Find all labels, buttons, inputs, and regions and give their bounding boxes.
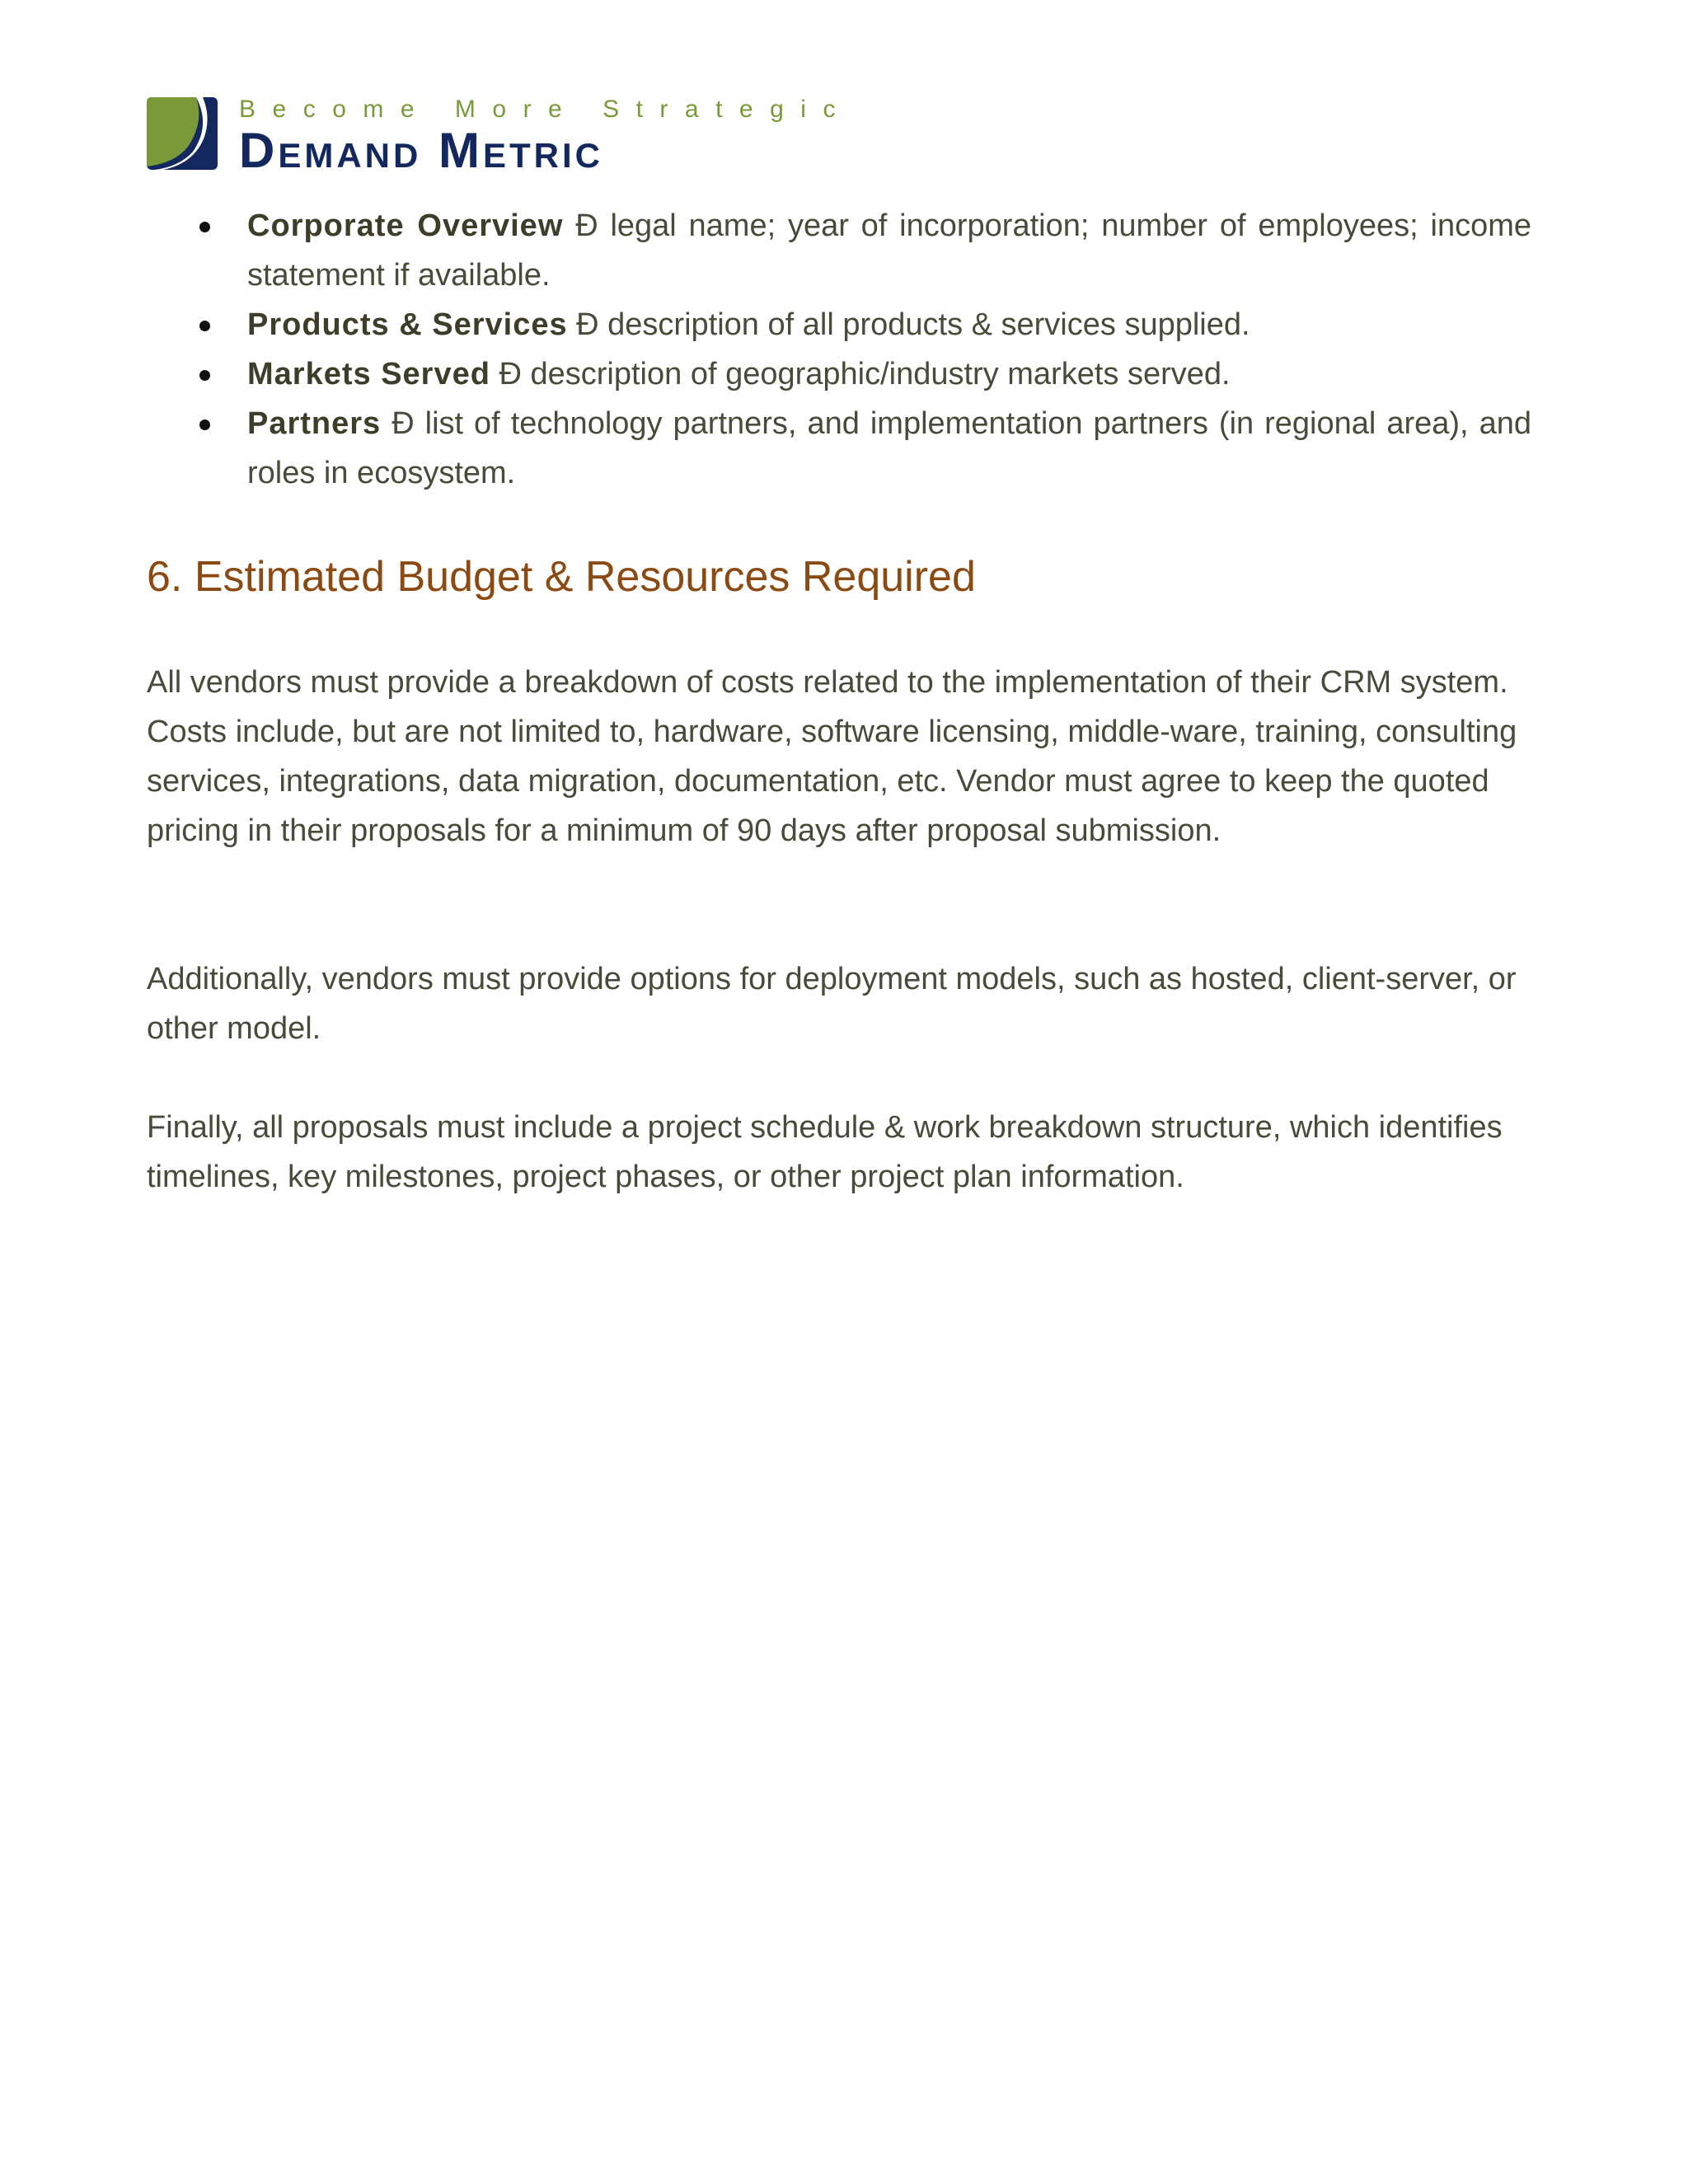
bullet-icon	[199, 419, 210, 430]
list-item-term: Corporate Overview	[247, 209, 564, 243]
bullet-icon	[199, 222, 210, 232]
logo-tagline: Become More Strategic	[239, 96, 852, 123]
vendor-info-list	[147, 201, 1531, 498]
paragraph-schedule: Finally, all proposals must include a project schedule & work breakdown structure, which identifies timelines, key milestones, project phases, or other project plan information.	[147, 1110, 1503, 1194]
bullet-icon	[199, 321, 210, 331]
list-item	[147, 399, 1531, 498]
header-logo	[147, 96, 852, 178]
section-heading: 6. Estimated Budget & Resources Required	[147, 553, 976, 601]
list-item-text: Ð list of technology partners, and implementation partners (in regional area), and roles in ecosystem.	[247, 406, 1531, 490]
logo-brand-name: Demand Metric	[239, 123, 603, 178]
paragraph-budget: All vendors must provide a breakdown of costs related to the implementation of their CRM system. Costs include, but are not limited to, hardware, software licensing, middle-ware, training, consulting services, integrations, data migration, documentation, etc. Vendor must agree to keep the quoted pricing in their proposals for a minimum of 90 days after proposal submission.	[147, 665, 1517, 848]
list-item-text: Ð description of geographic/industry markets served.	[490, 357, 1231, 391]
list-item	[147, 201, 1531, 300]
list-item-text: Ð description of all products & services supplied.	[567, 307, 1250, 342]
list-item	[147, 349, 1531, 399]
demand-metric-logo-icon	[147, 97, 218, 170]
list-item	[147, 300, 1531, 349]
paragraph-deployment: Additionally, vendors must provide options for deployment models, such as hosted, client-server, or other model.	[147, 962, 1517, 1046]
bullet-icon	[199, 370, 210, 381]
list-item-term: Partners	[247, 406, 382, 441]
list-item-text: Ð legal name; year of incorporation; number of employees; income statement if available.	[247, 209, 1531, 293]
list-item-term: Products & Services	[247, 307, 568, 342]
list-item-term: Markets Served	[247, 357, 490, 391]
